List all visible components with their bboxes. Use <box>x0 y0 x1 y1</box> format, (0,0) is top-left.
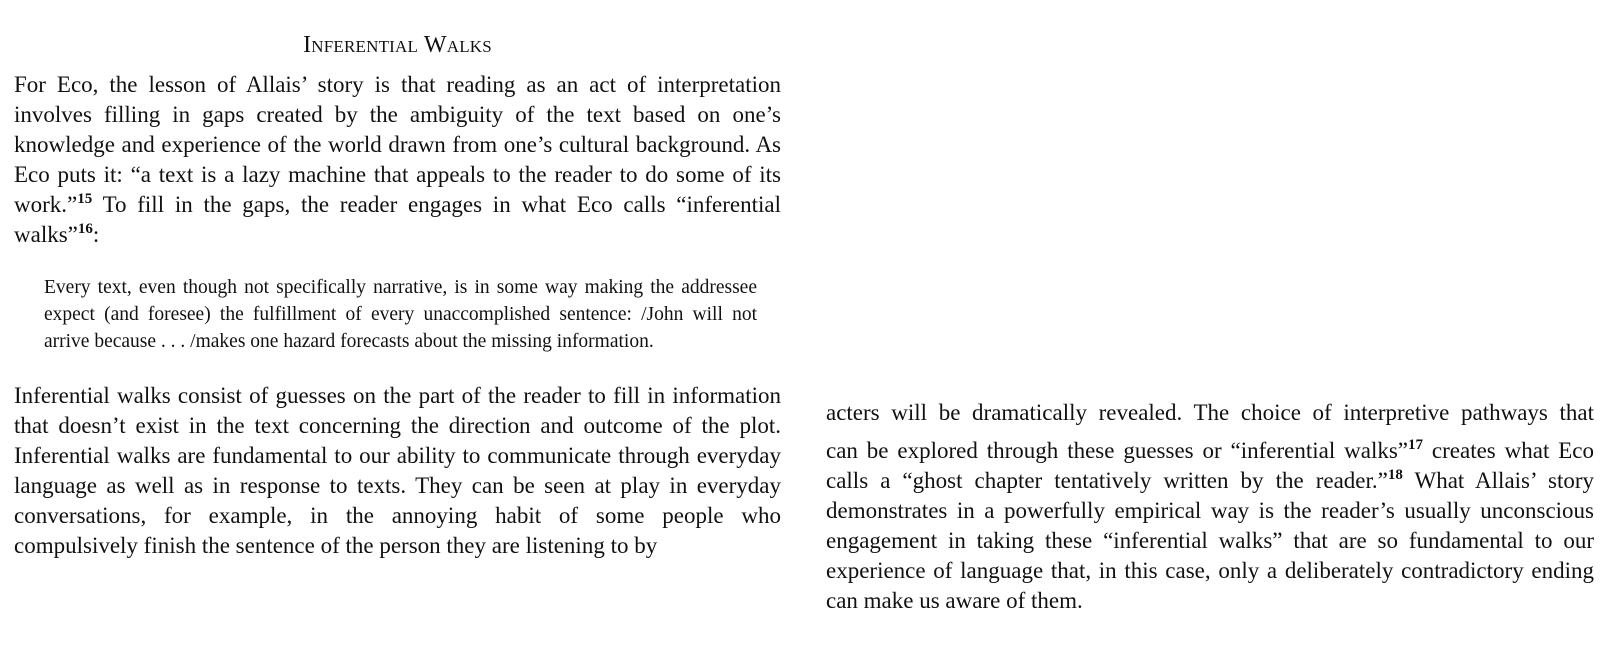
paragraph-continuation-line1: acters will be dramatically revealed. The choice of interpretive pathways that <box>826 400 1594 425</box>
footnote-ref-18[interactable]: 18 <box>1387 467 1403 483</box>
right-column <box>826 398 1594 616</box>
paragraph-intro <box>14 70 781 250</box>
paragraph-continuation <box>826 436 1594 616</box>
paragraph-intro-text-3: : <box>92 222 100 247</box>
footnote-ref-17[interactable]: 17 <box>1408 437 1424 453</box>
paragraph-continuation-text-1: can be explored through these guesses or “inferential walks” <box>826 438 1409 463</box>
paragraph-inferential-walks: Inferential walks consist of guesses on the part of the reader to fill in information that doesn’t exist in the text concerning the direction and outcome of the plot. Inferential walks are fundamental to our ability to communicate through everyday language as well as in response to texts. They can be seen at play in everyday conversations, for example, in the annoying habit of some people who compulsively finish the sentence of the person they are listening to by <box>14 383 781 558</box>
paragraph-continuation-text-2: creates what Eco calls a “ghost chapter tentatively written by the reader.” <box>826 438 1594 493</box>
footnote-ref-16[interactable]: 16 <box>77 221 93 237</box>
left-column <box>14 30 781 561</box>
section-heading: Inferential Walks <box>303 32 492 58</box>
paragraph-continuation-text-3: What Allais’ story demonstrates in a powerfully empirical way is the reader’s usually unconscious engagement in taking these “inferential walks” that are so fundamental to our experience of language that, in this case, only a deliberately contradictory ending can make us aware of them. <box>826 468 1594 613</box>
block-quote: Every text, even though not specifically narrative, is in some way making the addressee expect (and foresee) the fulfillment of every unaccomplished sentence: /John will not arrive because . . . /makes one hazard forecasts about the missing information. <box>44 277 757 352</box>
footnote-ref-15[interactable]: 15 <box>77 191 93 207</box>
paragraph-intro-text-1: For Eco, the lesson of Allais’ story is that reading as an act of interpretation involves filling in gaps created by the ambiguity of the text based on one’s knowledge and experience of the world drawn from one’s cultural background. As Eco puts it: “a text is a lazy machine that appeals to the reader to do some of its work.” <box>14 72 781 217</box>
paragraph-intro-text-2: To fill in the gaps, the reader engages in what Eco calls “inferential walks” <box>14 192 781 247</box>
